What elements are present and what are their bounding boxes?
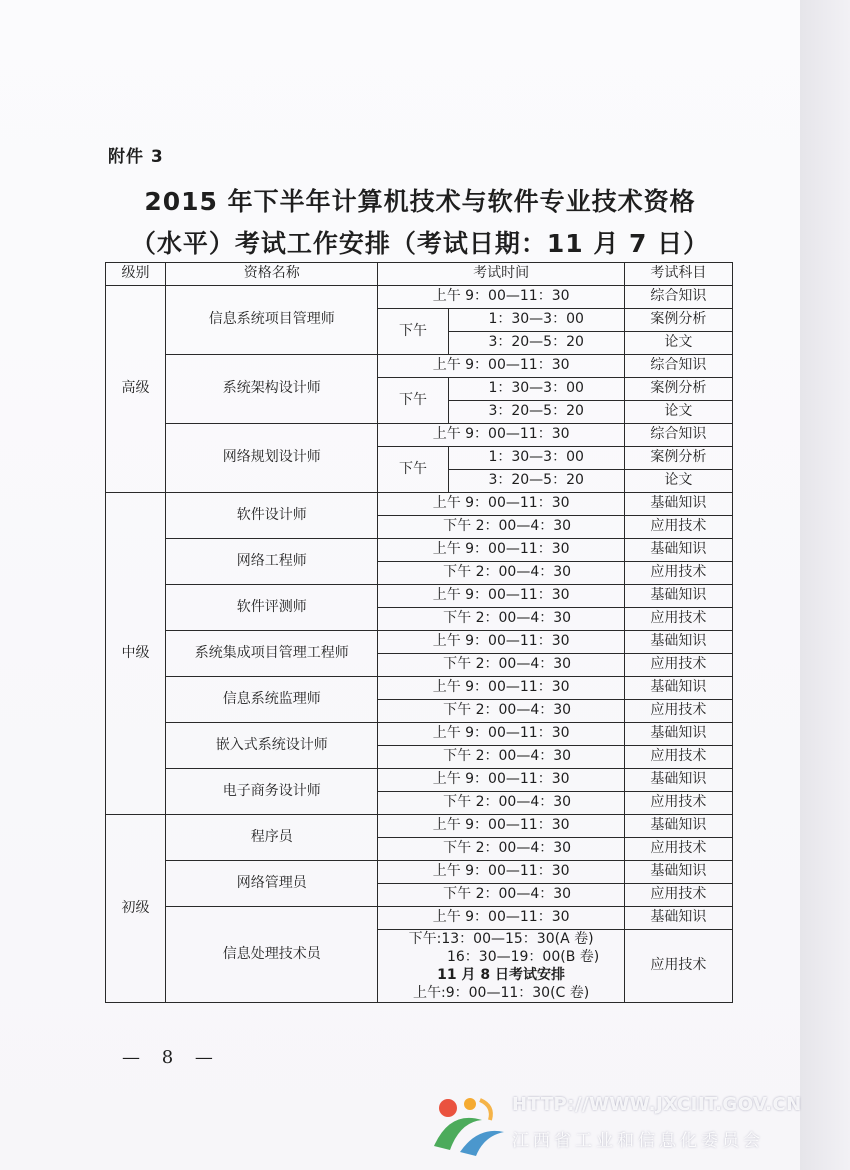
table-row [106,907,733,930]
exam-subject: 案例分析 [624,378,732,401]
qualification-name: 信息系统项目管理师 [166,286,378,355]
header-time: 考试时间 [378,263,624,286]
table-row [106,355,733,378]
document-title-line-1: 2015 年下半年计算机技术与软件专业技术资格 [144,187,696,216]
special-time-line-3: 11 月 8 日考试安排 [437,967,566,983]
site-watermark [420,1090,840,1160]
exam-subject: 案例分析 [624,447,732,470]
exam-time: 下午 2：00—4：30 [378,884,624,907]
document-title-line-2: （水平）考试工作安排（考试日期：11 月 7 日） [130,229,710,258]
qualification-name: 信息处理技术员 [166,907,378,1003]
special-time-line-4: 上午:9：00—11：30(C 卷) [413,985,590,1001]
exam-time: 上午 9：00—11：30 [378,723,624,746]
qualification-name: 信息系统监理师 [166,677,378,723]
exam-subject: 基础知识 [624,677,732,700]
exam-time: 上午 9：00—11：30 [378,907,624,930]
exam-subject: 基础知识 [624,539,732,562]
exam-time: 上午 9：00—11：30 [378,631,624,654]
exam-time: 下午 2：00—4：30 [378,746,624,769]
attachment-label: 附件 3 [108,147,164,167]
level-intermediate: 中级 [106,493,166,815]
exam-time: 上午 9：00—11：30 [378,286,624,309]
table-row [106,815,733,838]
exam-time: 下午 2：00—4：30 [378,838,624,861]
exam-subject: 基础知识 [624,493,732,516]
qualification-name: 电子商务设计师 [166,769,378,815]
afternoon-label: 下午 [378,378,448,424]
exam-subject: 应用技术 [624,884,732,907]
exam-subject: 应用技术 [624,838,732,861]
exam-time: 上午 9：00—11：30 [378,769,624,792]
exam-subject: 论文 [624,332,732,355]
exam-subject: 应用技术 [624,562,732,585]
exam-time: 下午 2：00—4：30 [378,792,624,815]
exam-subject: 应用技术 [624,746,732,769]
header-name: 资格名称 [166,263,378,286]
exam-subject: 论文 [624,470,732,493]
next-page-edge [800,0,850,1170]
exam-subject: 应用技术 [624,654,732,677]
exam-time: 下午 2：00—4：30 [378,608,624,631]
qualification-name: 软件设计师 [166,493,378,539]
page-number: — 8 — [122,1047,221,1068]
table-row [106,286,733,309]
exam-time: 上午 9：00—11：30 [378,815,624,838]
header-subject: 考试科目 [624,263,732,286]
qualification-name: 系统集成项目管理工程师 [166,631,378,677]
qualification-name: 程序员 [166,815,378,861]
exam-time: 1：30—3：00 [448,309,624,332]
exam-subject: 应用技术 [624,608,732,631]
watermark-organization: 江西省工业和信息化委员会 [512,1131,764,1151]
exam-time: 下午 2：00—4：30 [378,654,624,677]
exam-subject: 案例分析 [624,309,732,332]
header-level: 级别 [106,263,166,286]
exam-subject: 基础知识 [624,769,732,792]
exam-subject: 综合知识 [624,355,732,378]
table-row [106,677,733,700]
exam-subject: 基础知识 [624,861,732,884]
exam-time: 上午 9：00—11：30 [378,355,624,378]
exam-subject: 基础知识 [624,585,732,608]
special-time-line-1: 下午:13：00—15：30(A 卷) [408,931,594,947]
exam-time: 上午 9：00—11：30 [378,677,624,700]
watermark-url: HTTP://WWW.JXCIIT.GOV.CN [512,1094,802,1115]
table-row [106,769,733,792]
table-row [106,539,733,562]
exam-time: 下午 2：00—4：30 [378,516,624,539]
table-header-row [106,263,733,286]
exam-time: 3：20—5：20 [448,332,624,355]
exam-time: 上午 9：00—11：30 [378,539,624,562]
exam-time: 1：30—3：00 [448,378,624,401]
qualification-name: 软件评测师 [166,585,378,631]
exam-schedule-table [105,262,733,1003]
exam-subject: 应用技术 [624,516,732,539]
afternoon-label: 下午 [378,447,448,493]
exam-time: 下午 2：00—4：30 [378,562,624,585]
exam-subject: 基础知识 [624,723,732,746]
exam-subject: 综合知识 [624,286,732,309]
exam-time: 上午 9：00—11：30 [378,424,624,447]
table-row [106,861,733,884]
table-row [106,493,733,516]
exam-subject: 论文 [624,401,732,424]
table-row [106,723,733,746]
table-row [106,585,733,608]
table-row [106,424,733,447]
exam-subject: 基础知识 [624,815,732,838]
qualification-name: 网络工程师 [166,539,378,585]
exam-subject: 应用技术 [624,930,732,1003]
exam-subject: 基础知识 [624,631,732,654]
exam-subject: 基础知识 [624,907,732,930]
qualification-name: 嵌入式系统设计师 [166,723,378,769]
exam-subject: 应用技术 [624,700,732,723]
special-exam-time [378,930,624,1003]
qualification-name: 系统架构设计师 [166,355,378,424]
qualification-name: 网络管理员 [166,861,378,907]
level-senior: 高级 [106,286,166,493]
qualification-name: 网络规划设计师 [166,424,378,493]
exam-time: 3：20—5：20 [448,401,624,424]
exam-subject: 应用技术 [624,792,732,815]
exam-subject: 综合知识 [624,424,732,447]
level-junior: 初级 [106,815,166,1003]
exam-time: 1：30—3：00 [448,447,624,470]
exam-time: 上午 9：00—11：30 [378,585,624,608]
exam-time: 上午 9：00—11：30 [378,493,624,516]
exam-time: 3：20—5：20 [448,470,624,493]
jxciit-logo-icon [420,1090,510,1160]
exam-time: 上午 9：00—11：30 [378,861,624,884]
special-time-line-2: 16：30—19：00(B 卷) [446,949,600,965]
afternoon-label: 下午 [378,309,448,355]
table-row [106,631,733,654]
exam-time: 下午 2：00—4：30 [378,700,624,723]
